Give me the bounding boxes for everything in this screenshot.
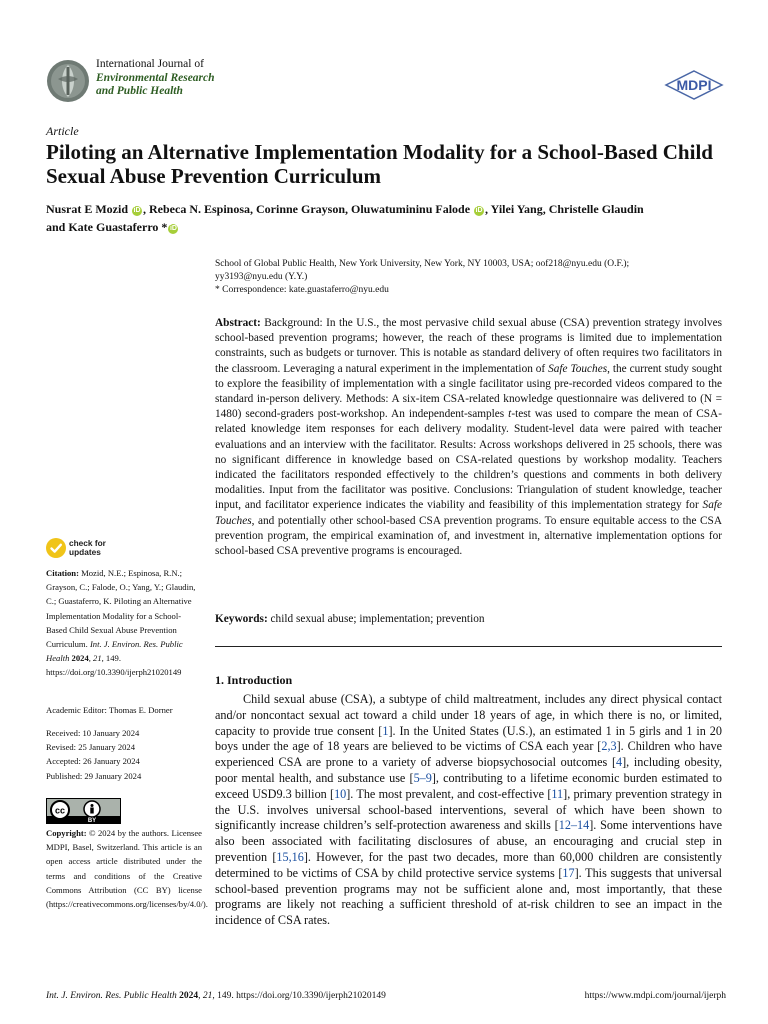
check-updates-icon <box>46 538 66 558</box>
correspondence: * Correspondence: kate.guastaferro@nyu.edu <box>215 285 389 295</box>
orcid-icon[interactable]: iD <box>475 207 483 214</box>
check-updates-line1: check for <box>69 538 106 548</box>
date-accepted: Accepted: 26 January 2024 <box>46 756 140 767</box>
introduction-body <box>215 692 722 929</box>
citation-journal: Int. J. Environ. Res. Public Health <box>46 639 183 664</box>
check-updates-label <box>69 539 106 557</box>
abstract-text: , and potentially other school-based CSA prevention programs. To ensure equitable access to the CSA prevention program, the empirical examination of, and investment in, alternative implementation options for school-based CSA preventive programs is encouraged. <box>215 514 722 558</box>
cc-by-license-icon[interactable] <box>46 798 121 824</box>
abstract-text: -test was used to compare the mean of CSA-related knowledge item responses for each delivery modality. Student-level data were paired with teacher evaluations and an interview with the facilitator. Results: Across workshops delivered in 25 schools, there was no significant difference in knowledge based on CSA-related questions by workshop modality. Teachers indicated the facilitators responded effectively to the children’s questions and comments in both delivery modalities. Input from the facilitator was positive. Conclusions: Triangulation of student knowledge, teacher input, and facilitator experience indicates the viability and feasibility of this implementation strategy for <box>215 408 722 512</box>
author-group-2: , Rebeca N. Espinosa, Corinne Grayson, Oluwatumininu Falode <box>143 202 471 216</box>
intro-text: ], including obesity, poor mental health, and substance use [ <box>215 755 722 785</box>
citation-volume: 21 <box>93 653 102 664</box>
abstract-italic: t <box>508 408 512 421</box>
citation-ref-link[interactable]: 17 <box>562 865 575 880</box>
citation-year: 2024 <box>71 653 89 664</box>
intro-text: ], contributing to a lifetime economic burden estimated to exceed USD9.3 billion [ <box>215 770 722 801</box>
intro-text: ]. Some interventions have also been associated with facilitating disclosures of abuse, an encouraging and crucial step in prevention [ <box>215 818 722 864</box>
journal-name-line2: Environmental Research <box>96 71 215 84</box>
keywords <box>215 613 722 625</box>
keywords-text: child sexual abuse; implementation; prevention <box>267 613 485 625</box>
copyright-label: Copyright: <box>46 828 87 838</box>
citation-ref-link[interactable]: 2,3 <box>601 739 617 754</box>
footer-citation: Int. J. Environ. Res. Public Health 2024, 21, 149. https://doi.org/10.3390/ijerph21020149 <box>46 991 386 1001</box>
affiliation-line: yy3193@nyu.edu (Y.Y.) <box>215 272 308 282</box>
page-footer <box>46 991 726 1001</box>
citation-ref-link[interactable]: 15,16 <box>276 849 304 864</box>
author-group-3: , Yilei Yang, Christelle Glaudin <box>485 202 644 216</box>
orcid-icon[interactable]: iD <box>169 225 177 232</box>
author-1: Nusrat E Mozid <box>46 202 128 216</box>
intro-paragraph <box>215 692 722 929</box>
citation-ref-link[interactable]: 4 <box>616 755 623 770</box>
date-revised: Revised: 25 January 2024 <box>46 742 136 753</box>
cc-by-label: BY <box>87 818 97 823</box>
citation-doi[interactable]: , 149. https://doi.org/10.3390/ijerph21020149 <box>46 653 182 678</box>
footer-year: 2024 <box>179 991 199 1001</box>
footer-doi[interactable]: , 149. https://doi.org/10.3390/ijerph21020149 <box>212 991 386 1001</box>
section-heading: 1. Introduction <box>215 673 293 687</box>
journal-name <box>96 58 215 99</box>
date-received: Received: 10 January 2024 <box>46 728 140 738</box>
check-updates-line2: updates <box>69 547 101 557</box>
citation-ref-link[interactable]: 12–14 <box>558 818 590 833</box>
intro-text: ]. In the United States (U.S.), an estimated 1 in 5 girls and 1 in 20 boys under the age of 18 years are believed to be victims of CSA each year [ <box>215 723 722 754</box>
abstract-label: Abstract: <box>215 317 261 329</box>
affiliation <box>215 258 725 297</box>
dates-block <box>46 726 202 783</box>
article-type: Article <box>46 124 79 138</box>
academic-editor: Academic Editor: Thomas E. Dorner <box>46 705 173 715</box>
citation-label: Citation: <box>46 568 79 578</box>
date-published: Published: 29 January 2024 <box>46 770 142 781</box>
keywords-label: Keywords: <box>215 613 268 625</box>
abstract-italic: Safe Touches <box>215 499 722 527</box>
footer-volume: 21 <box>202 991 213 1001</box>
intro-text: Child sexual abuse (CSA), a subtype of child maltreatment, includes any direct physical contact and/or noncontact sexual act toward a child under 18 years of age, in which there is no, or limited, capacity to provide true consent [ <box>215 692 722 738</box>
citation-block: Citation: Mozid, N.E.; Espinosa, R.N.; Grayson, C.; Falode, O.; Yang, Y.; Glaudin, C.; Guastaferro, K. Piloting an Alternative Implementation Modality for a School-Based Child Sexual Abuse Prevention Curriculum. Int. J. Environ. Res. Public Health 2024, 21, 149. https://doi.org/10.3390/ijerph21020149 <box>46 568 196 678</box>
intro-text: ]. Children who have experienced CSA are prone to a variety of adverse biopsychosocial outcomes [ <box>215 739 722 770</box>
intro-text: ], primary prevention strategy in the U.S. involves universal school-based interventions, several of which have been shown to significantly increase children’s self-protection awareness and skills [ <box>215 786 722 833</box>
copyright-text: © 2024 by the authors. Licensee MDPI, Basel, Switzerland. This article is an open access article distributed under the terms and conditions of the Creative Commons Attribution (CC BY) license (https://creativecommons.org/licenses/by/4.0/). <box>46 828 208 910</box>
journal-name-line1: International Journal of <box>96 58 204 70</box>
intro-text: ]. This suggests that universal school-based prevention programs may not be sufficient alone and, most importantly, that these programs are likely not reaching a sufficient threshold of at-risk children to see an impact in the incidence of CSA rates. <box>215 865 722 928</box>
abstract-text: , the current study sought to explore the feasibility of implementation with a single facilitator using pre-recorded videos compared to the standard in-person delivery. Methods: A six-item CSA-related knowledge questionnaire was delivered to (N = 1480) second-graders post-workshop. An independent-samples <box>215 362 722 421</box>
svg-text:cc: cc <box>54 805 66 816</box>
abstract <box>215 316 722 559</box>
abstract-italic: Safe Touches <box>548 362 608 375</box>
abstract-text: Background: In the U.S., the most pervasive child sexual abuse (CSA) prevention strategy involves school-based prevention programs; however, the reach of these programs is limited due to implementation constraints, such as budgets or turnover. This is notable as standard delivery of often requires two facilitators in the classroom. Leveraging a natural experiment in the implementation of <box>215 317 722 375</box>
citation-text: Mozid, N.E.; Espinosa, R.N.; Grayson, C.; Falode, O.; Yang, Y.; Glaudin, C.; Guastaferro, K. Piloting an Alternative Implementation Modality for a School-Based Child Sexual Abuse Prevention Curriculum. <box>46 568 196 650</box>
journal-logo <box>46 59 90 103</box>
divider <box>215 646 722 647</box>
orcid-icon[interactable]: iD <box>133 207 141 214</box>
intro-text: ]. The most prevalent, and cost-effective [ <box>346 786 552 801</box>
copyright-block <box>46 826 208 911</box>
intro-text: ]. However, for the past two decades, more than 60,000 children are consistently determined to be victims of CSA by child protective service systems [ <box>215 849 722 880</box>
mdpi-logo <box>664 70 724 100</box>
citation-ref-link[interactable]: 5–9 <box>413 770 432 785</box>
author-group-4: and Kate Guastaferro * <box>46 220 168 234</box>
journal-name-line3: and Public Health <box>96 85 183 97</box>
mdpi-logo-text: MDPI <box>676 77 712 93</box>
affiliation-line: School of Global Public Health, New York University, New York, NY 10003, USA; oof218@nyu.edu (O.F.); <box>215 259 630 269</box>
citation-ref-link[interactable]: 10 <box>334 786 347 801</box>
paper-title: Piloting an Alternative Implementation Modality for a School-Based Child Sexual Abuse Prevention Curriculum <box>46 140 713 188</box>
citation-ref-link[interactable]: 11 <box>551 786 564 801</box>
footer-url[interactable]: https://www.mdpi.com/journal/ijerph <box>584 991 726 1001</box>
footer-journal: Int. J. Environ. Res. Public Health <box>46 991 177 1001</box>
author-list <box>46 200 726 236</box>
citation-ref-link[interactable]: 1 <box>382 723 389 738</box>
check-for-updates[interactable] <box>46 538 106 558</box>
